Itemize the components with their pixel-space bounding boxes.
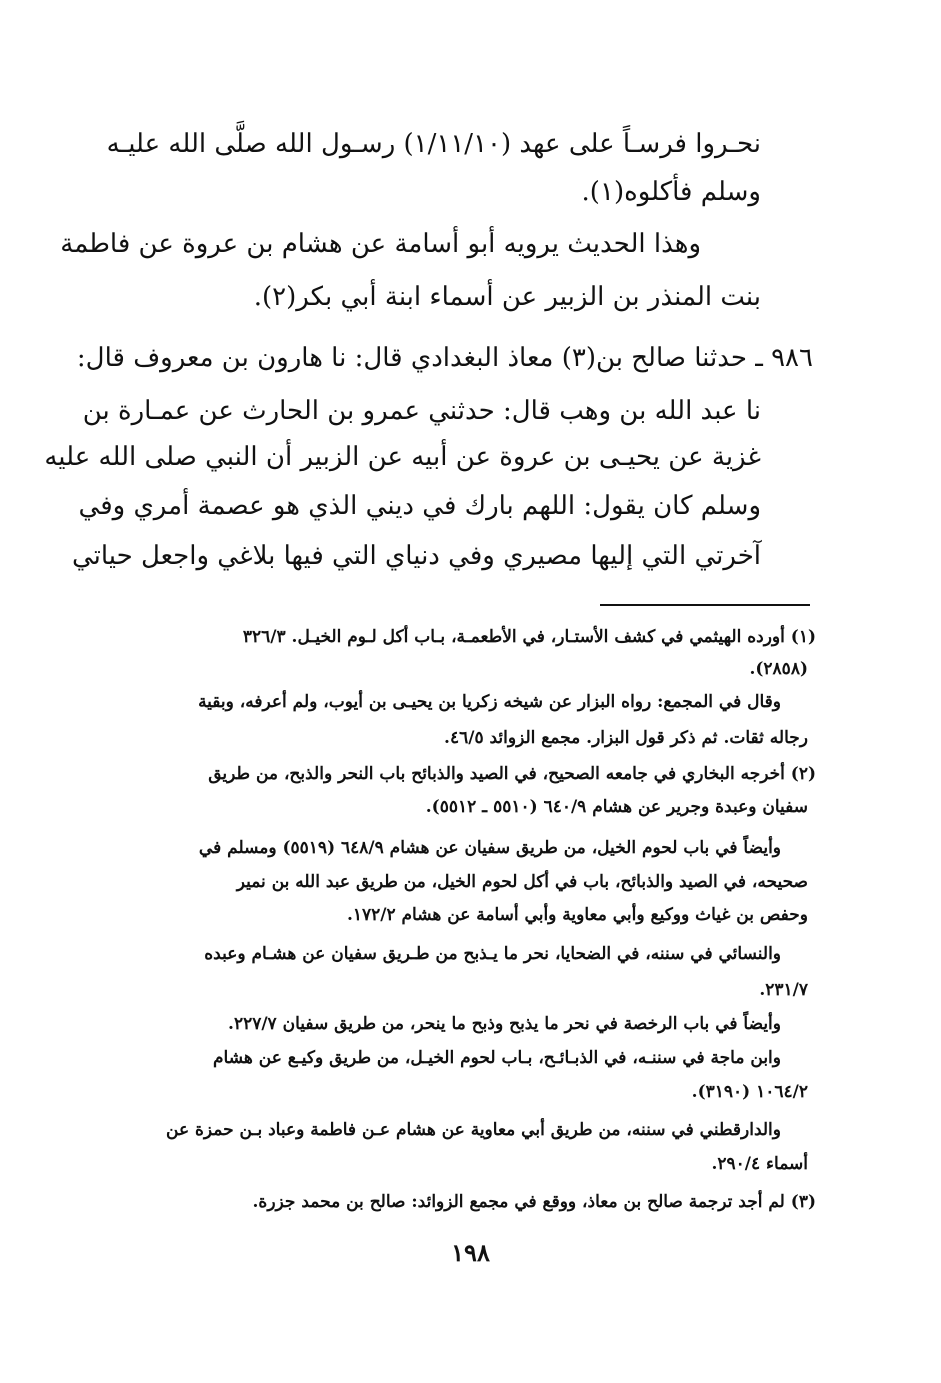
footnote-separator: [600, 604, 810, 606]
page-number: ١٩٨: [451, 1238, 490, 1267]
footnote-line: صحيحه، في الصيد والذبائح، باب في أكل لحوم الخيل، من طريق عبد الله بن نمير: [236, 872, 808, 892]
footnote-line: (٢٨٥٨).: [749, 659, 808, 679]
main-text-line: ٩٨٦ ـ حدثنا صالح بن(٣) معاذ البغدادي قال: نا هارون بن معروف قال:: [76, 343, 813, 373]
footnote-line: والدارقطني في سننه، من طريق أبي معاوية عن هشام عـن فاطمة وعباد بـن حمزة عن: [166, 1120, 781, 1140]
footnote-line: وأيضاً في باب لحوم الخيل، من طريق سفيان عن هشام ٦٤٨/٩ (٥٥١٩) ومسلم في: [198, 838, 781, 858]
footnote-line: ١٠٦٤/٢ (٣١٩٠).: [691, 1082, 808, 1102]
footnote-line: وحفص بن غياث ووكيع وأبي معاوية وأبي أسامة عن هشام ١٧٢/٢.: [346, 905, 808, 925]
main-text-line: نحـروا فرسـاً على عهد (١/١١/١٠) رسـول الله صلَّى الله عليـه: [106, 129, 761, 159]
footnote-line: وابن ماجة في سننـه، في الذبـائـح، بـاب لحوم الخيـل، من طريق وكيـع عن هشام: [213, 1048, 781, 1068]
footnote-line: (٣) لم أجد ترجمة صالح بن معاذ، ووقع في مجمع الزوائد: صالح بن محمد جزرة.: [252, 1192, 816, 1212]
main-text-line: بنت المنذر بن الزبير عن أسماء ابنة أبي بكر(٢).: [253, 282, 761, 312]
footnote-line: (١) أورده الهيثمي في كشف الأستـار، في الأطعمـة، بـاب أكل لـوم الخيـل. ٣٢٦/٣: [242, 627, 816, 647]
main-text-line: وسلم فأكلوه(١).: [581, 177, 761, 207]
footnote-line: وأيضاً في باب الرخصة في نحر ما يذبح وذبح ما ينحر، من طريق سفيان ٢٢٧/٧.: [228, 1014, 781, 1034]
main-text-line: غزية عن يحيـى بن عروة عن أبيه عن الزبير أن النبي صلى الله عليه: [44, 442, 761, 472]
footnote-line: أسماء ٢٩٠/٤.: [711, 1154, 808, 1174]
main-text-line: نا عبد الله بن وهب قال: حدثني عمرو بن الحارث عن عمـارة بن: [82, 396, 761, 426]
main-text-line: آخرتي التي إليها مصيري وفي دنياي التي فيها بلاغي واجعل حياتي: [71, 541, 761, 571]
main-text-line: وسلم كان يقول: اللهم بارك في ديني الذي هو عصمة أمري وفي: [78, 491, 761, 521]
main-text-line: وهذا الحديث يرويه أبو أسامة عن هشام بن عروة عن فاطمة: [60, 229, 701, 259]
footnote-line: ٢٣١/٧.: [759, 980, 808, 1000]
footnote-line: (٢) أخرجه البخاري في جامعه الصحيح، في الصيد والذبائح باب النحر والذبح، من طريق: [208, 764, 816, 784]
footnote-line: سفيان وعبدة وجرير عن هشام ٦٤٠/٩ (٥٥١٠ ـ ٥٥١٢).: [425, 797, 808, 817]
footnote-line: وقال في المجمع: رواه البزار عن شيخه زكريا بن يحيـى بن أيوب، ولم أعرفه، وبقية: [198, 692, 781, 712]
footnote-line: والنسائي في سننه، في الضحايا، نحر ما يـذبح من طـريق سفيان عن هشـام وعبده: [204, 944, 781, 964]
footnote-line: رجاله ثقات. ثم ذكر قول البزار. مجمع الزوائد ٤٦/٥.: [444, 728, 808, 748]
